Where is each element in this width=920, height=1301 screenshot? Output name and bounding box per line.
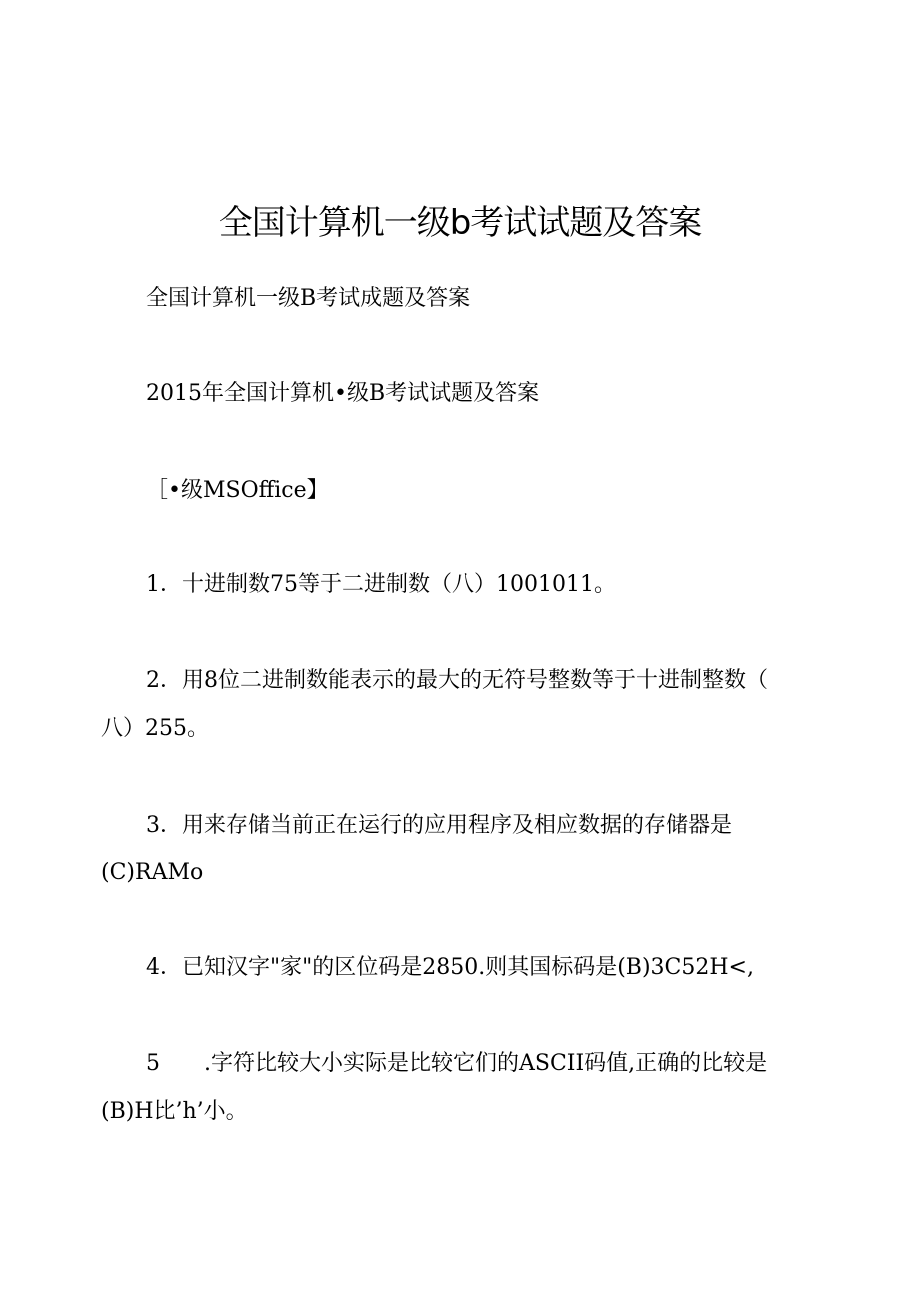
question-2-line-1: 2．用8位二进制数能表示的最大的无符号整数等于十进制整数（ bbox=[146, 668, 768, 693]
question-2-line-2: 八）255。 bbox=[101, 716, 209, 741]
year-heading: 2015年全国计算机•级B考试试题及答案 bbox=[146, 381, 540, 406]
question-1: 1．十进制数75等于二进制数（八）1001011。 bbox=[146, 572, 616, 597]
question-5-line-1: 5 .字符比较大小实际是比较它们的ASCII码值,正确的比较是 bbox=[146, 1051, 768, 1076]
question-4: 4．已知汉字"家"的区位码是2850.则其国标码是(B)3C52H<, bbox=[146, 955, 754, 980]
document-title: 全国计算机一级b考试试题及答案 bbox=[218, 202, 702, 243]
question-3-line-2: (C)RAMo bbox=[101, 860, 204, 885]
section-label: ［•级MSOffice】 bbox=[146, 478, 329, 503]
question-5-line-2: (B)H比’h’小。 bbox=[101, 1099, 248, 1124]
subtitle: 全国计算机一级B考试成题及答案 bbox=[146, 286, 471, 311]
question-3-line-1: 3．用来存储当前正在运行的应用程序及相应数据的存储器是 bbox=[146, 813, 732, 838]
